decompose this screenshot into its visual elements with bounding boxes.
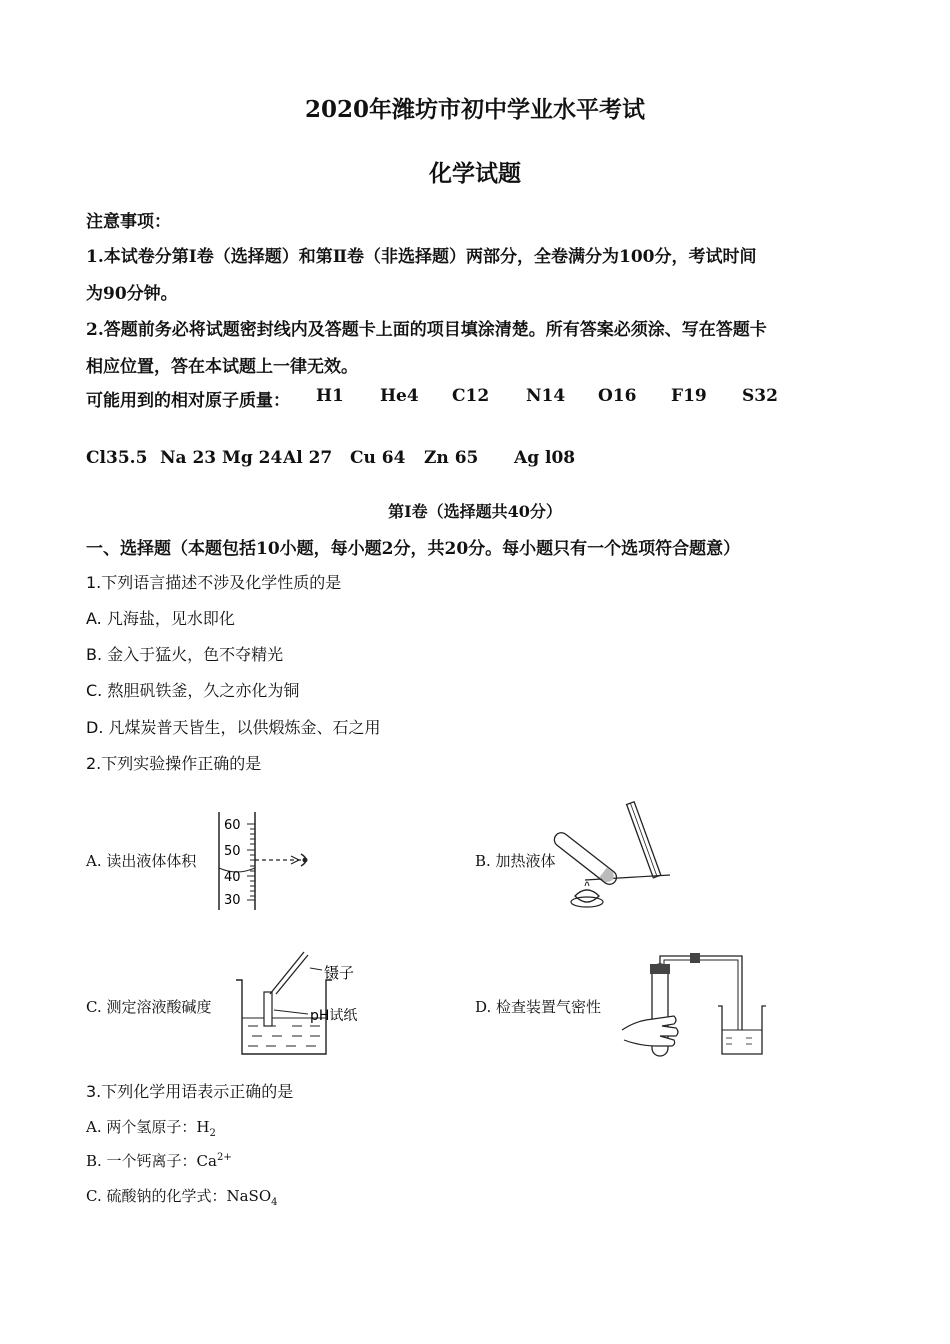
section-heading: 一、选择题（本题包括10小题，每小题2分，共20分。每小题只有一个选项符合题意） [86, 539, 741, 559]
cylinder-tick-label: 30 [224, 893, 241, 908]
atomic-mass-item: Zn 65 [424, 448, 479, 468]
atomic-mass-item: C12 [452, 386, 490, 406]
atomic-mass-item: O16 [598, 386, 637, 406]
atomic-mass-item: Na 23 Mg 24 [160, 448, 283, 468]
q3-option-c-text: C. 硫酸钠的化学式：NaSO [86, 1187, 272, 1205]
q3-option-a-subscript: 2 [209, 1128, 216, 1139]
section-title: 第I卷（选择题共40分） [388, 502, 562, 521]
notice-heading: 注意事项： [86, 212, 171, 232]
q2-option-a: A. 读出液体体积 [86, 852, 197, 870]
tweezers-label: 镊子 [324, 964, 355, 982]
atomic-mass-item: S32 [742, 386, 778, 406]
q3-option-c [86, 1185, 278, 1208]
atomic-mass-item: Cu 64 [350, 448, 406, 468]
q3-option-a [86, 1116, 216, 1139]
cylinder-tick-label: 50 [224, 844, 241, 859]
q1-option-c: C. 熬胆矾铁釜，久之亦化为铜 [86, 681, 300, 700]
atomic-mass-item: Ag l08 [514, 448, 576, 468]
notice-item2-line1: 2.答题前务必将试题密封线内及答题卡上面的项目填涂清楚。所有答案必须涂、写在答题卡 [86, 320, 767, 340]
q2-stem: 2.下列实验操作正确的是 [86, 754, 262, 773]
airtightness-figure [620, 950, 770, 1060]
cylinder-tick-label: 60 [224, 818, 241, 833]
notice-item2-line2: 相应位置，答在本试题上一律无效。 [86, 357, 358, 377]
q3-option-b-text: B. 一个钙离子：Ca [86, 1152, 217, 1170]
q3-option-b-superscript: 2+ [216, 1152, 232, 1163]
atomic-mass-item: Cl35.5 [86, 448, 148, 468]
ph-paper-label: pH试纸 [310, 1008, 358, 1024]
q3-stem: 3.下列化学用语表示正确的是 [86, 1082, 294, 1101]
heating-figure [565, 800, 685, 912]
cylinder-tick-label: 40 [224, 870, 241, 885]
atomic-mass-row2 [86, 448, 846, 472]
atomic-mass-label: 可能用到的相对原子质量： [86, 391, 290, 411]
q3-option-a-text: A. 两个氢原子：H [86, 1118, 210, 1136]
q2-option-c: C. 测定溶液酸碱度 [86, 998, 212, 1016]
eye-icon [301, 854, 308, 866]
hand-icon [622, 1016, 678, 1046]
q2-option-b: B. 加热液体 [475, 852, 556, 870]
q1-option-b: B. 金入于猛火，色不夺精光 [86, 645, 284, 664]
notice-item1-line1: 1.本试卷分第Ⅰ卷（选择题）和第Ⅱ卷（非选择题）两部分，全卷满分为100分，考试时间 [86, 247, 757, 267]
atomic-mass-item: Al 27 [283, 448, 333, 468]
atomic-mass-item: H1 [316, 386, 344, 406]
q3-option-b [86, 1150, 232, 1171]
q1-stem: 1.下列语言描述不涉及化学性质的是 [86, 573, 342, 592]
atomic-mass-item: F19 [671, 386, 707, 406]
q2-option-d: D. 检查装置气密性 [475, 998, 602, 1016]
page-subtitle: 化学试题 [429, 160, 521, 187]
page-title: 2020年潍坊市初中学业水平考试 [304, 96, 645, 123]
q1-option-d: D. 凡煤炭普天皆生，以供煅炼金、石之用 [86, 718, 381, 737]
atomic-mass-row1 [86, 386, 846, 410]
q1-option-a: A. 凡海盐，见水即化 [86, 609, 235, 628]
tweezers-icon [270, 952, 308, 994]
notice-item1-line2: 为90分钟。 [86, 284, 178, 304]
atomic-mass-item: N14 [526, 386, 566, 406]
atomic-mass-item: He4 [380, 386, 419, 406]
cylinder-figure [215, 810, 325, 915]
q3-option-c-subscript: 4 [271, 1197, 278, 1208]
ph-test-figure [230, 950, 370, 1058]
